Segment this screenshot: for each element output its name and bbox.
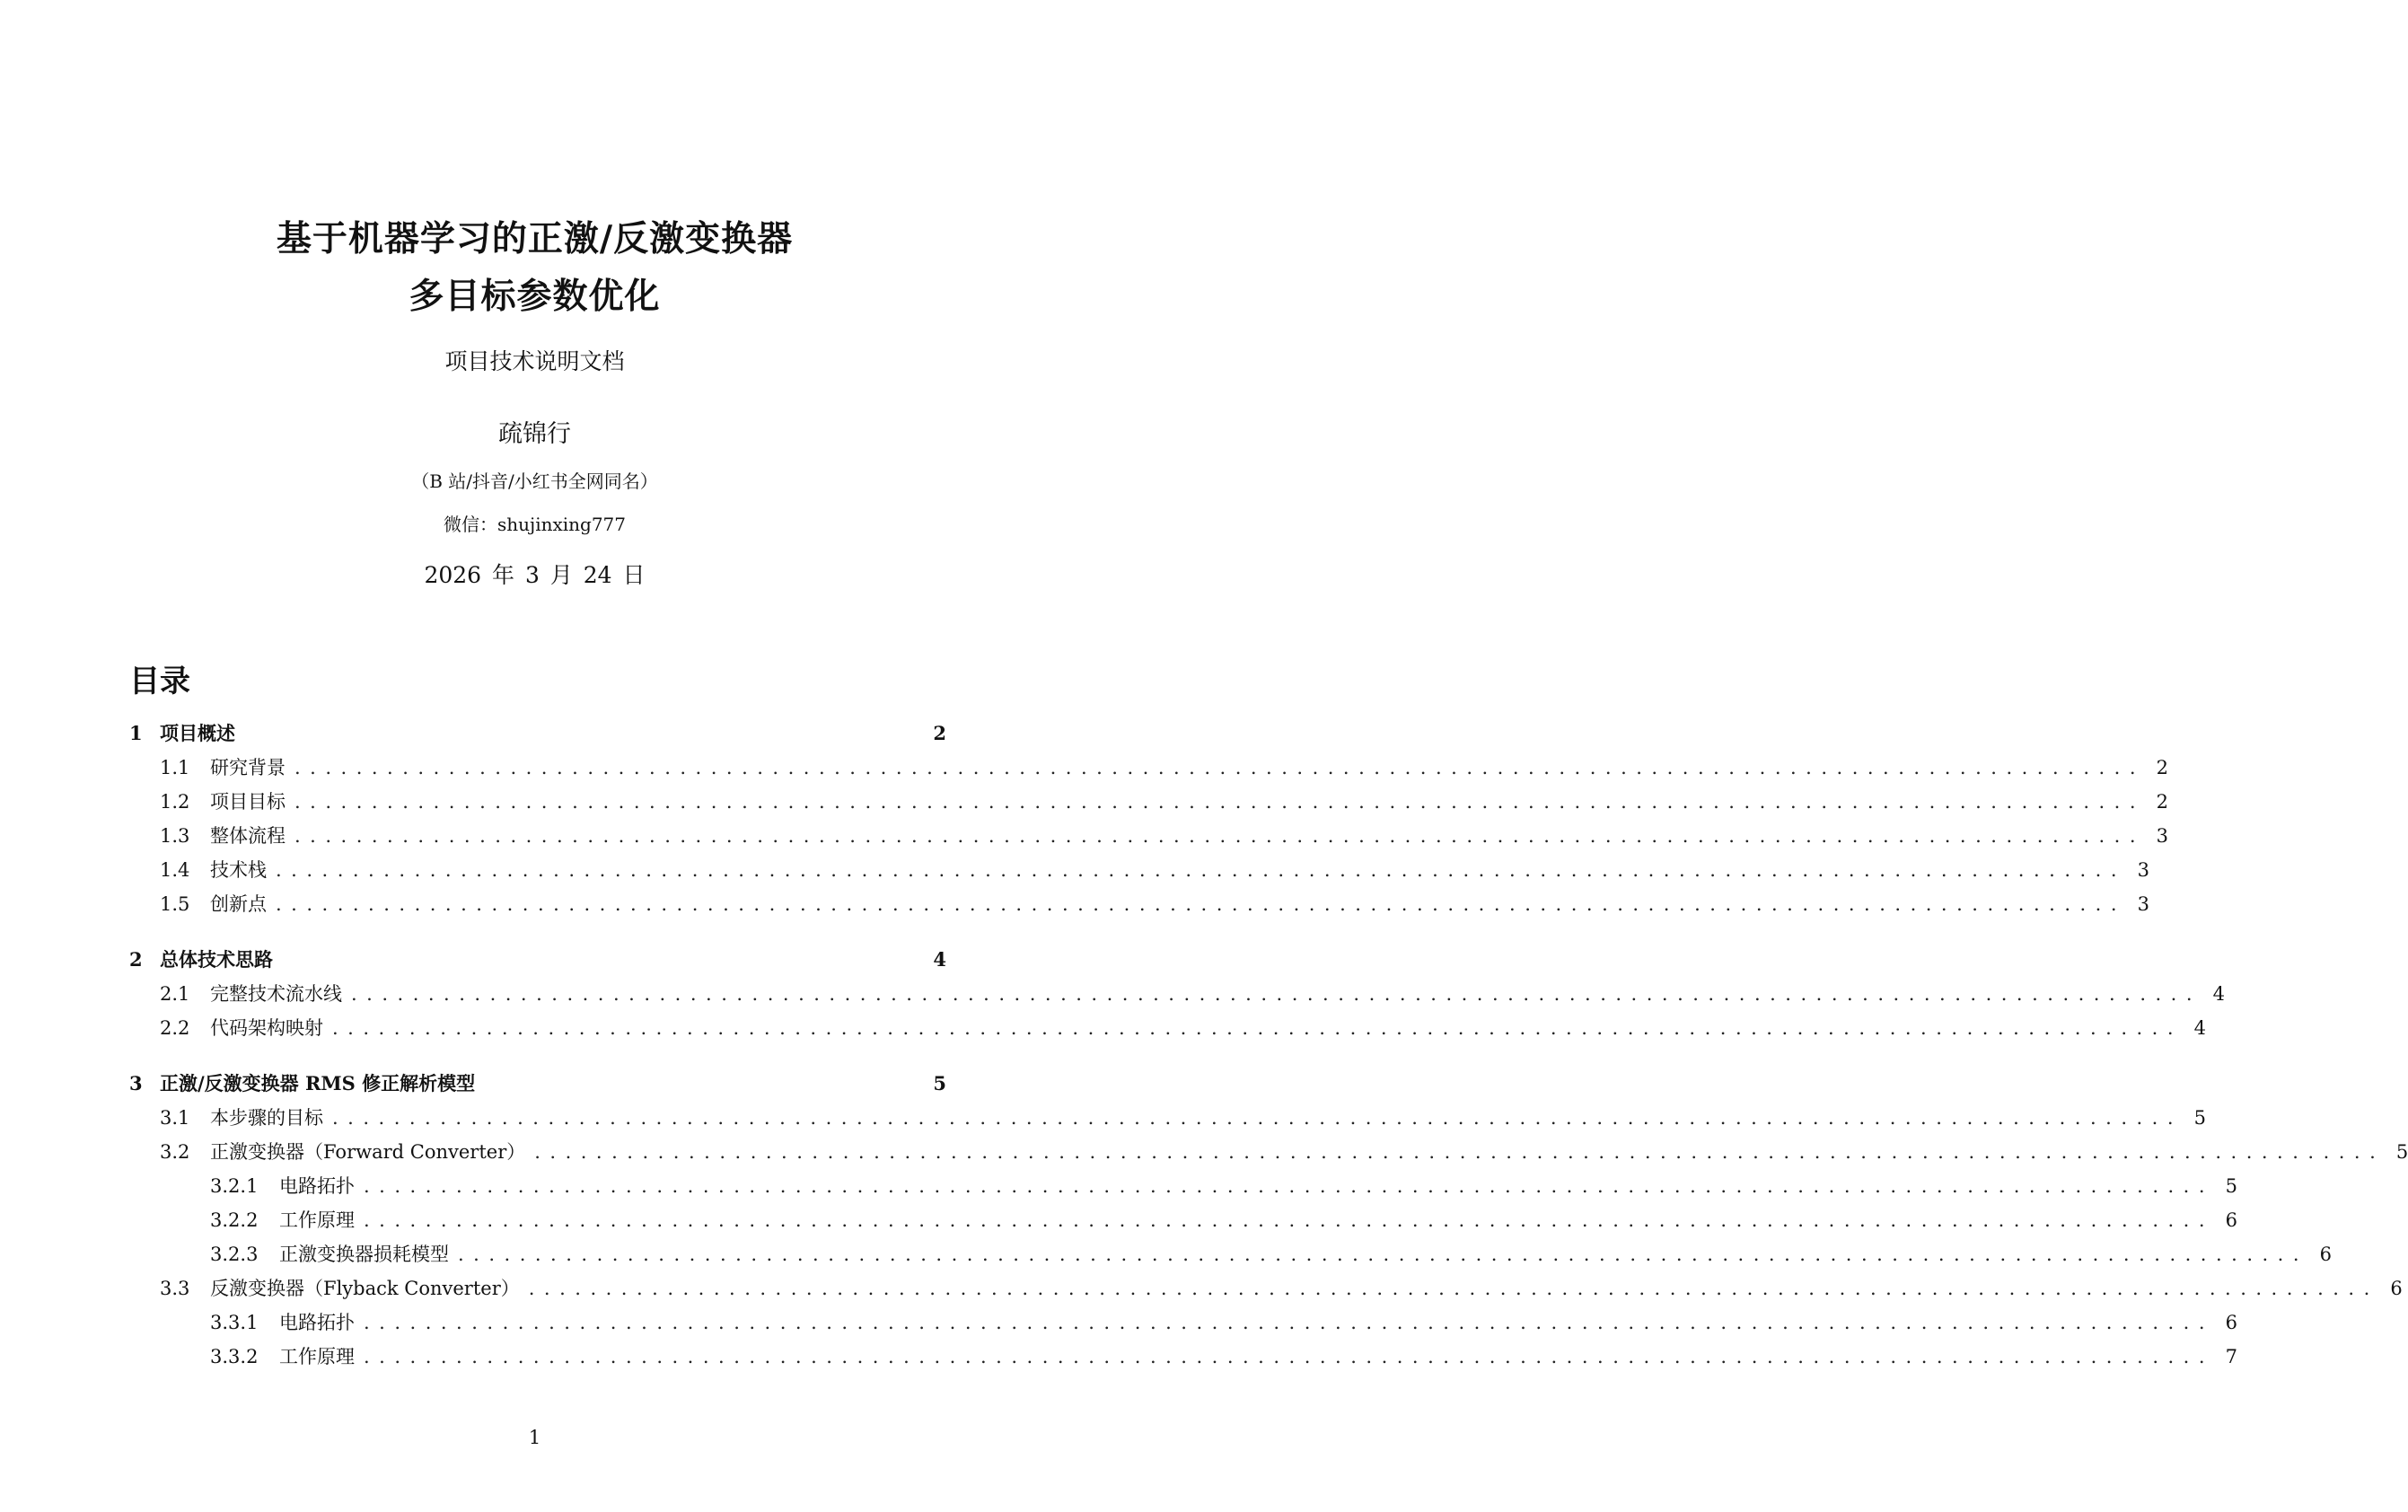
- toc-entry-subsection[interactable]: [129, 788, 2169, 815]
- toc-entry-title: 创新点: [210, 893, 267, 915]
- toc-entry-number: 1.3: [160, 825, 190, 847]
- toc-entry-number: 1: [129, 722, 143, 744]
- toc-dot-leader: ........................................................................................................................: [276, 893, 2127, 915]
- document-title-line-2: 多目标参数优化: [409, 276, 661, 317]
- toc-entry-number: 1.4: [160, 859, 190, 881]
- page-number: 1: [528, 1427, 541, 1448]
- author-name: 疏锦行: [498, 420, 571, 448]
- toc-entry-subsubsection[interactable]: [129, 1309, 2238, 1336]
- toc-entry-subsubsection[interactable]: [129, 1173, 2238, 1200]
- toc-dot-leader: ........................................................................................................................: [294, 757, 2146, 778]
- toc-entry-number: 3.3.2: [210, 1346, 259, 1367]
- toc-dot-leader: ........................................................................................................................: [276, 859, 2127, 881]
- toc-entry-subsubsection[interactable]: [129, 1241, 2333, 1268]
- toc-entry-section[interactable]: [129, 946, 946, 973]
- toc-entry-section[interactable]: [129, 1070, 946, 1097]
- toc-entry-number: 3.2.1: [210, 1175, 259, 1197]
- author-note: （B 站/抖音/小红书全网同名）: [411, 470, 658, 492]
- toc-entry-page: 3: [2137, 859, 2150, 881]
- toc-dot-leader: ........................................................................................................................: [364, 1209, 2215, 1231]
- toc-dot-leader: ........................................................................................................................: [332, 1017, 2184, 1039]
- toc-entry-title: 总体技术思路: [160, 948, 273, 971]
- toc-entry-title: 代码架构映射: [210, 1017, 323, 1039]
- toc-entry-number: 3: [129, 1072, 143, 1094]
- toc-dot-leader: ........................................................................................................................: [294, 825, 2146, 847]
- toc-entry-number: 3.3: [160, 1278, 190, 1299]
- toc-entry-subsection[interactable]: [129, 1138, 2408, 1165]
- toc-entry-page: 4: [2193, 1017, 2207, 1039]
- toc-dot-leader: ........................................................................................................................: [364, 1175, 2215, 1197]
- toc-entry-page: 3: [2156, 825, 2169, 847]
- document-title-line-1: 基于机器学习的正激/反激变换器: [276, 218, 794, 259]
- toc-entry-title: 正激变换器损耗模型: [279, 1244, 449, 1265]
- table-of-contents: [129, 0, 2408, 1512]
- toc-entry-subsubsection[interactable]: [129, 1343, 2238, 1370]
- toc-entry-number: 3.2.2: [210, 1209, 259, 1231]
- toc-entry-subsection[interactable]: [129, 1015, 2207, 1042]
- toc-entry-number: 1.5: [160, 893, 190, 915]
- toc-entry-page: 2: [933, 722, 946, 744]
- toc-entry-subsubsection[interactable]: [129, 1207, 2238, 1234]
- toc-entry-page: 4: [933, 948, 946, 971]
- toc-entry-page: 5: [2225, 1175, 2238, 1197]
- toc-entry-number: 3.3.1: [210, 1312, 259, 1333]
- toc-entry-title: 本步骤的目标: [210, 1107, 323, 1129]
- toc-dot-leader: ........................................................................................................................: [534, 1141, 2386, 1163]
- toc-entry-title: 正激/反激变换器 RMS 修正解析模型: [160, 1072, 476, 1094]
- toc-entry-number: 2: [129, 948, 143, 971]
- toc-entry-number: 2.1: [160, 983, 190, 1005]
- toc-entry-page: 6: [2225, 1209, 2238, 1231]
- toc-entry-number: 3.2: [160, 1141, 190, 1163]
- toc-entry-subsection[interactable]: [129, 822, 2169, 849]
- toc-entry-page: 5: [2193, 1107, 2207, 1129]
- toc-entry-title: 技术栈: [210, 859, 267, 881]
- toc-entry-title: 项目目标: [210, 791, 286, 813]
- toc-entry-page: 4: [2212, 983, 2226, 1005]
- toc-entry-section[interactable]: [129, 720, 946, 747]
- toc-entry-subsection[interactable]: [129, 1104, 2207, 1131]
- toc-entry-subsection[interactable]: [129, 1275, 2403, 1302]
- toc-dot-leader: ........................................................................................................................: [458, 1244, 2309, 1265]
- toc-entry-title: 整体流程: [210, 825, 286, 847]
- toc-entry-title: 电路拓扑: [279, 1312, 355, 1333]
- toc-entry-number: 2.2: [160, 1017, 190, 1039]
- toc-entry-subsection[interactable]: [129, 857, 2150, 883]
- toc-entry-page: 5: [933, 1072, 946, 1094]
- toc-entry-title: 正激变换器（Forward Converter）: [210, 1141, 526, 1163]
- toc-entry-number: 3.2.3: [210, 1244, 259, 1265]
- toc-entry-subsection[interactable]: [129, 754, 2169, 781]
- toc-entry-title: 电路拓扑: [279, 1175, 355, 1197]
- document-date: 2026 年 3 月 24 日: [424, 562, 646, 588]
- toc-entry-page: 3: [2137, 893, 2150, 915]
- toc-entry-title: 完整技术流水线: [210, 983, 342, 1005]
- toc-heading: 目录: [129, 664, 190, 699]
- toc-dot-leader: ........................................................................................................................: [364, 1346, 2215, 1367]
- toc-entry-title: 项目概述: [160, 722, 235, 744]
- toc-entry-title: 研究背景: [210, 757, 286, 778]
- toc-entry-page: 6: [2225, 1312, 2238, 1333]
- toc-entry-title: 反激变换器（Flyback Converter）: [210, 1278, 520, 1299]
- toc-dot-leader: ........................................................................................................................: [528, 1278, 2379, 1299]
- toc-entry-page: 6: [2390, 1278, 2403, 1299]
- toc-entry-page: 2: [2156, 757, 2169, 778]
- toc-dot-leader: ........................................................................................................................: [332, 1107, 2184, 1129]
- toc-entry-title: 工作原理: [279, 1346, 355, 1367]
- toc-dot-leader: ........................................................................................................................: [294, 791, 2146, 813]
- toc-entry-page: 2: [2156, 791, 2169, 813]
- toc-entry-subsection[interactable]: [129, 980, 2226, 1007]
- toc-entry-page: 6: [2319, 1244, 2333, 1265]
- toc-dot-leader: ........................................................................................................................: [364, 1312, 2215, 1333]
- toc-entry-page: 7: [2225, 1346, 2238, 1367]
- document-subtitle: 项目技术说明文档: [444, 348, 625, 374]
- toc-entry-page: 5: [2395, 1141, 2408, 1163]
- toc-dot-leader: ........................................................................................................................: [351, 983, 2202, 1005]
- toc-entry-number: 1.1: [160, 757, 190, 778]
- toc-entry-title: 工作原理: [279, 1209, 355, 1231]
- author-wechat: 微信：shujinxing777: [443, 514, 627, 535]
- toc-entry-subsection[interactable]: [129, 891, 2150, 918]
- toc-entry-number: 3.1: [160, 1107, 190, 1129]
- toc-entry-number: 1.2: [160, 791, 190, 813]
